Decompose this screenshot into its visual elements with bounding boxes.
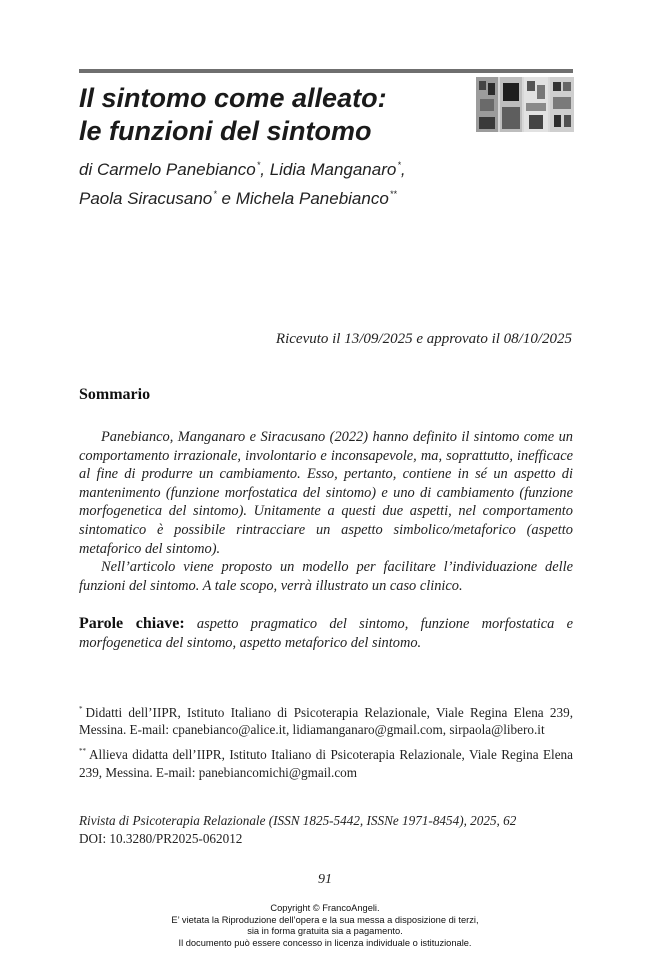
page-number: 91 [318, 872, 332, 887]
author-list [79, 153, 406, 211]
footnote-mark: * [79, 705, 83, 713]
article-title [79, 82, 387, 148]
abstract-body [79, 428, 573, 595]
author-name: di Carmelo Panebianco [79, 160, 256, 179]
copyright-line: E’ vietata la Riproduzione dell’opera e la sua messa a disposizione di terzi, [171, 914, 479, 925]
author-separator: , [400, 160, 406, 179]
author-name: Lidia Manganaro [269, 160, 397, 179]
copyright-line: Il documento può essere concesso in licenza individuale o istituzionale. [178, 937, 472, 948]
abstract-paragraph: Nell’articolo viene proposto un modello per facilitare l’individuazione delle funzioni del sintomo. A tale scopo, verrà illustrato un caso clinico. [79, 559, 573, 594]
abstract-paragraph: Panebianco, Manganaro e Siracusano (2022) hanno definito il sintomo come un comportamento irrazionale, involontario e inconsapevole, ma, soprattutto, inefficace al fine di produrre un cambiamento. Esso, pertanto, contiene in sé un aspetto di mantenimento (funzione morfostatica del sintomo) e uno di cambiamento (funzione morfogenetica del sintomo). Unitamente a questi due aspetti, nel comportamento sintomatico è possibile rintracciare un aspetto simbolico/metaforico (aspetto metaforico del sintomo). [79, 429, 573, 557]
footnote [79, 701, 573, 738]
author-footnote-mark: * [213, 189, 217, 199]
footnote-text: Didatti dell’IIPR, Istituto Italiano di Psicoterapia Relazionale, Viale Regina Elena 239, Messina. E-mail: cpanebianco@alice.it, lidiamanganaro@gmail.com, sirpaola@libero.it [79, 705, 573, 738]
author-footnote-mark: * [397, 160, 401, 170]
footnote-mark: ** [79, 747, 86, 756]
title-line-1: Il sintomo come alleato: [79, 83, 387, 113]
received-date: Ricevuto il 13/09/2025 e approvato il 08/10/2025 [275, 331, 572, 347]
keywords-label: Parole chiave: [79, 615, 185, 632]
author-separator: , [260, 160, 270, 179]
keywords-text: aspetto pragmatico del sintomo, funzione morfostatica e morfogenetica del sintomo, aspetto metaforico del sintomo. [79, 616, 573, 651]
abstract-heading: Sommario [79, 386, 151, 403]
keywords [79, 614, 573, 653]
journal-citation: Rivista di Psicoterapia Relazionale (ISSN 1825-5442, ISSNe 1971-8454), 2025, 62 [79, 813, 517, 828]
title-line-2: le funzioni del sintomo [79, 116, 372, 146]
author-separator: e [216, 189, 236, 208]
footnote-text: Allieva didatta dell’IIPR, Istituto Italiano di Psicoterapia Relazionale, Viale Regina Elena 239, Messina. E-mail: panebiancomichi@gmail.com [79, 747, 573, 780]
author-line-1 [79, 153, 406, 182]
journal-info [79, 812, 573, 847]
author-footnote-mark: * [256, 160, 261, 170]
copyright-line: sia in forma gratuita sia a pagamento. [247, 926, 403, 936]
title-rule [79, 69, 573, 73]
footnotes [79, 701, 573, 786]
copyright-notice [0, 903, 650, 949]
author-footnote-mark: ** [389, 189, 397, 199]
author-line-2 [79, 182, 406, 211]
copyright-line: Copyright © FrancoAngeli. [270, 903, 380, 913]
cover-thumbnail-image [476, 77, 574, 132]
author-name: Michela Panebianco [235, 189, 389, 208]
footnote [79, 743, 573, 780]
doi: DOI: 10.3280/PR2025-062012 [79, 830, 243, 846]
author-name: Paola Siracusano [79, 189, 213, 208]
